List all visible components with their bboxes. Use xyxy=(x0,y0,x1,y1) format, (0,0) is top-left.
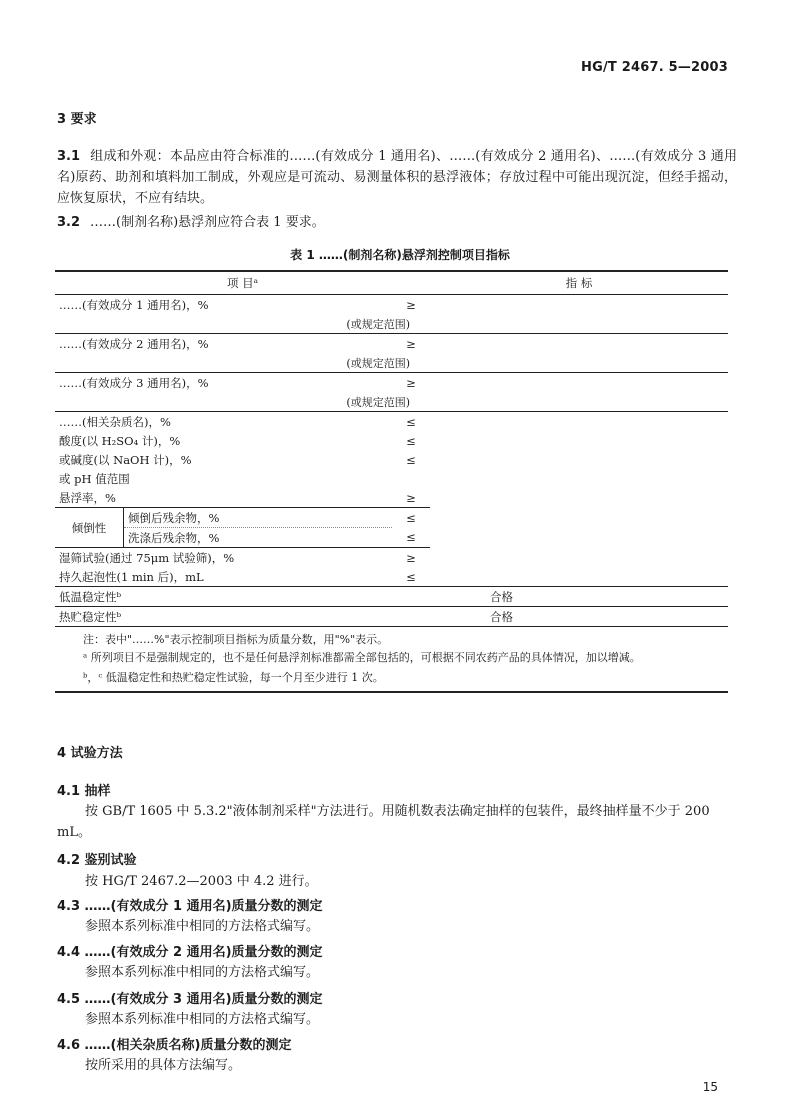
section-4-5-text: 参照本系列标准中相同的方法格式编写。 xyxy=(85,1012,320,1027)
row-value: 合格 xyxy=(430,587,728,607)
section-4-6-title: 4.6 ……(相关杂质名称)质量分数的测定 xyxy=(57,1038,292,1053)
section-4-3-text: 参照本系列标准中相同的方法格式编写。 xyxy=(85,919,320,934)
section-4-title: 4 试验方法 xyxy=(57,746,123,761)
table-header-row xyxy=(55,271,728,295)
row-item: ……(相关杂质名)，% xyxy=(59,414,171,429)
section-4-4-text: 参照本系列标准中相同的方法格式编写。 xyxy=(85,965,320,980)
section-4-2-title: 4.2 鉴别试验 xyxy=(57,853,137,868)
row-sign: ≤ xyxy=(392,567,430,587)
row-item: 持久起泡性(1 min 后)，mL xyxy=(55,567,392,587)
page-number: 15 xyxy=(702,1080,718,1094)
col-header-value: 指 标 xyxy=(430,271,728,295)
paragraph-3-2-text: ……(制剂名称)悬浮剂应符合表 1 要求。 xyxy=(90,215,325,230)
table-row xyxy=(55,488,728,508)
row-sign: ≤ xyxy=(406,414,416,429)
row-item: 倾倒后残余物，% xyxy=(124,508,393,528)
row-item: 低温稳定性ᵇ xyxy=(55,587,430,607)
row-item: ……(有效成分 2 通用名)，% xyxy=(59,336,209,351)
table-note-main: 注：表中"……%"表示控制项目指标为质量分数，用"%"表示。 xyxy=(83,633,389,646)
row-note: (或规定范围) xyxy=(55,392,430,412)
paragraph-3-1-text: 组成和外观：本品应由符合标准的……(有效成分 1 通用名)、……(有效成分 2 通用名)、……(有效成分 3 通用名)原药、助剂和填料加工制成，外观应是可流动、易测量体积的悬浮液体；存放过程中可能出现沉淀，但经手摇动，应恢复原状，不应有结块。 xyxy=(57,149,737,206)
table-notes-row xyxy=(55,627,728,693)
table-row xyxy=(55,607,728,627)
table-row xyxy=(55,548,728,568)
section-4-5-title: 4.5 ……(有效成分 3 通用名)质量分数的测定 xyxy=(57,992,323,1007)
row-sign: ≥ xyxy=(406,490,416,505)
row-sign: ≥ xyxy=(406,550,416,565)
table-row xyxy=(55,587,728,607)
section-4-1-title: 4.1 抽样 xyxy=(57,784,111,799)
row-sign: ≥ xyxy=(406,375,416,390)
row-item: 或碱度(以 NaOH 计)，% xyxy=(59,452,192,467)
row-item: 热贮稳定性ᵇ xyxy=(59,609,122,624)
row-item: ……(有效成分 1 通用名)，% xyxy=(59,297,209,312)
row-item: 悬浮率，% xyxy=(59,490,116,505)
row-sign: ≤ xyxy=(406,433,416,448)
row-sign: ≥ xyxy=(406,297,416,312)
table-row xyxy=(55,412,728,432)
row-item: 或 pH 值范围 xyxy=(59,471,130,486)
row-item: 洗涤后残余物，% xyxy=(124,528,393,548)
paragraph-3-2-number: 3.2 xyxy=(57,215,81,230)
table-row-note xyxy=(55,314,728,334)
table-row xyxy=(55,469,728,488)
table-row xyxy=(55,450,728,469)
spec-table xyxy=(55,270,728,693)
section-3-title: 3 要求 xyxy=(57,112,97,127)
table-row xyxy=(55,528,728,548)
row-sign xyxy=(392,469,430,488)
table-row xyxy=(55,567,728,587)
row-value: 合格 xyxy=(490,609,513,624)
section-4-2-text: 按 HG/T 2467.2—2003 中 4.2 进行。 xyxy=(85,874,318,889)
row-item: 湿筛试验(通过 75μm 试验筛)，% xyxy=(59,550,235,565)
table-row xyxy=(55,508,728,528)
table-row xyxy=(55,431,728,450)
row-sign: ≤ xyxy=(392,528,430,548)
section-4-1-text: 按 GB/T 1605 中 5.3.2"液体制剂采样"方法进行。用随机数表法确定抽样的包装件，最终抽样量不少于 200 mL。 xyxy=(57,804,710,840)
section-4-3-title: 4.3 ……(有效成分 1 通用名)质量分数的测定 xyxy=(57,899,323,914)
table-note-a: ᵃ 所列项目不是强制规定的，也不是任何悬浮剂标准都需全部包括的，可根据不同农药产品的具体情况，加以增减。 xyxy=(83,651,641,664)
table-1-title: 表 1 ……(制剂名称)悬浮剂控制项目指标 xyxy=(290,248,510,262)
row-item: 酸度(以 H₂SO₄ 计)，% xyxy=(59,433,181,448)
row-note: (或规定范围) xyxy=(55,314,430,334)
row-note: (或规定范围) xyxy=(55,353,430,373)
row-sign: ≥ xyxy=(406,336,416,351)
row-item: ……(有效成分 3 通用名)，% xyxy=(59,375,209,390)
section-4-4-title: 4.4 ……(有效成分 2 通用名)质量分数的测定 xyxy=(57,945,323,960)
table-note-b: ᵇ，ᶜ 低温稳定性和热贮稳定性试验，每一个月至少进行 1 次。 xyxy=(83,671,384,684)
paragraph-3-1-number: 3.1 xyxy=(57,149,81,164)
paragraph-3-1 xyxy=(57,146,737,209)
paragraph-3-2 xyxy=(57,212,737,233)
table-row-note xyxy=(55,392,728,412)
group-label-pourability: 倾倒性 xyxy=(55,508,124,548)
table-row xyxy=(55,295,728,315)
table-row-note xyxy=(55,353,728,373)
standard-code: HG/T 2467. 5—2003 xyxy=(581,60,728,75)
row-sign: ≤ xyxy=(392,508,430,528)
table-row xyxy=(55,334,728,354)
table-row xyxy=(55,373,728,393)
row-sign: ≤ xyxy=(406,452,416,467)
section-4-6-text: 按所采用的具体方法编写。 xyxy=(85,1058,242,1073)
col-header-item: 项 目ᵃ xyxy=(55,271,430,295)
